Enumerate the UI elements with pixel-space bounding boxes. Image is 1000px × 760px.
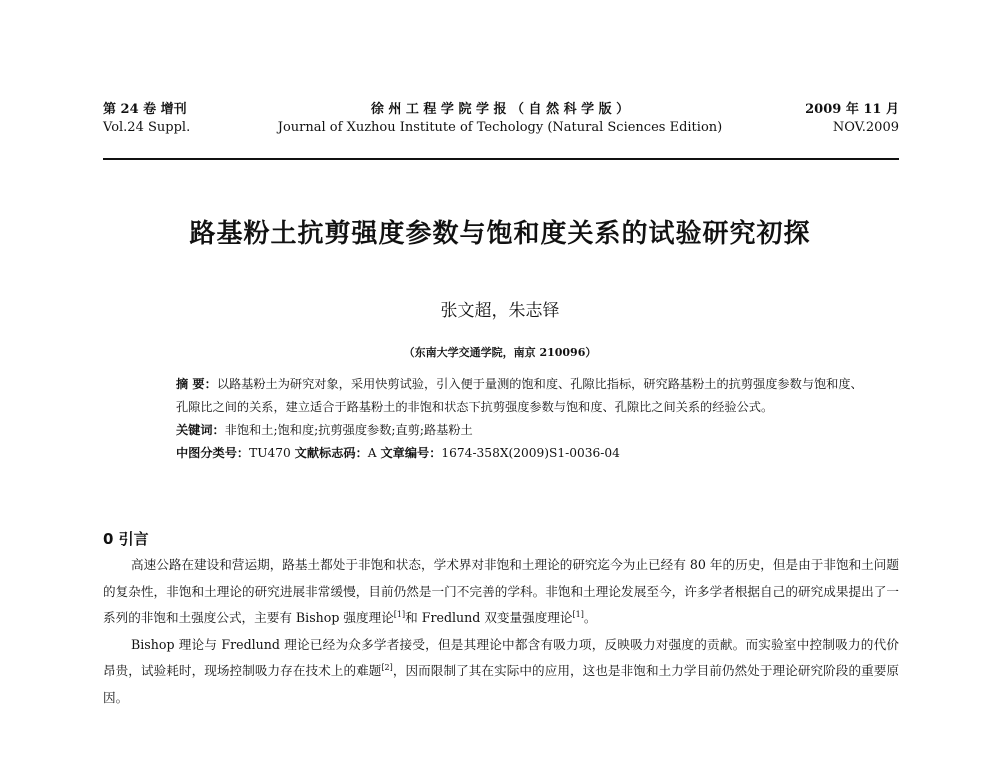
header-journal-en: Journal of Xuzhou Institute of Techology (Natural Sciences Edition) xyxy=(277,120,723,135)
abstract-text: 以路基粉土为研究对象，采用快剪试验，引入便于量测的饱和度、孔隙比指标，研究路基粉土的抗剪强度参数与饱和度、孔隙比之间的关系，建立适合于路基粉土的非饱和状态下抗剪强度参数与饱和度、孔隙比之间关系的经验公式。 xyxy=(176,377,863,414)
citation-ref[interactable]: [2] xyxy=(381,662,393,672)
header-date xyxy=(760,101,899,137)
header-divider xyxy=(103,158,899,160)
citation-ref[interactable]: [1] xyxy=(572,609,584,619)
classification-line xyxy=(134,442,874,465)
paragraph-1-text-c: 。 xyxy=(583,610,597,625)
clc-value: TU470 xyxy=(249,446,291,460)
article-number-value: 1674-358X(2009)S1-0036-04 xyxy=(441,446,620,460)
header-volume-en: Vol.24 Suppl. xyxy=(103,120,191,135)
header-journal xyxy=(250,101,750,137)
abstract-paragraph xyxy=(134,373,874,419)
body-paragraph-2 xyxy=(103,632,899,712)
header-date-en: NOV.2009 xyxy=(832,120,899,135)
body-text xyxy=(103,552,899,711)
article-title: 路基粉土抗剪强度参数与饱和度关系的试验研究初探 xyxy=(189,219,811,249)
header-journal-cn: 徐 州 工 程 学 院 学 报 （ 自 然 科 学 版 ） xyxy=(370,102,630,117)
paragraph-1-text-a: 高速公路在建设和营运期，路基土都处于非饱和状态，学术界对非饱和土理论的研究迄今为止已经有 80 年的历史，但是由于非饱和土问题的复杂性，非饱和土理论的研究进展非常缓慢，目前仍然是一门不完善的学科。非饱和土理论发展至今，许多学者根据自己的研究成果提出了一系列的非饱和土强度公式，主要有 Bishop 强度理论 xyxy=(103,557,899,625)
keywords-text: 非饱和土;饱和度;抗剪强度参数;直剪;路基粉土 xyxy=(224,423,473,437)
paragraph-1-text-b: 和 Fredlund 双变量强度理论 xyxy=(405,610,573,625)
doc-code-value: A xyxy=(367,446,377,460)
abstract-block xyxy=(134,373,874,465)
article-number-label: 文章编号： xyxy=(380,446,442,460)
citation-ref[interactable]: [1] xyxy=(393,609,406,619)
keywords-label: 关键词： xyxy=(176,423,225,437)
clc-label: 中图分类号： xyxy=(176,446,250,460)
section-heading: 0 引言 xyxy=(103,530,149,548)
keywords-line xyxy=(134,419,874,442)
abstract-label: 摘 要： xyxy=(176,377,217,391)
body-paragraph-1 xyxy=(103,552,899,632)
paragraph-2-text-b: ，因而限制了其在实际中的应用，这也是非饱和土力学目前仍然处于理论研究阶段的重要原因。 xyxy=(103,663,900,705)
article-authors: 张文超，朱志铎 xyxy=(440,301,560,321)
header-volume xyxy=(103,101,190,137)
article-affiliation: （东南大学交通学院，南京 210096） xyxy=(403,346,597,359)
header-volume-cn: 第 24 卷 增刊 xyxy=(103,102,187,117)
paragraph-2-text-a: Bishop 理论与 Fredlund 理论已经为众多学者接受，但是其理论中都含有吸力项，反映吸力对强度的贡献。而实验室中控制吸力的代价昂贵，试验耗时，现场控制吸力存在技术上的难题 xyxy=(103,636,899,678)
header-date-cn: 2009 年 11 月 xyxy=(805,102,899,117)
doc-code-label: 文献标志码： xyxy=(294,446,368,460)
